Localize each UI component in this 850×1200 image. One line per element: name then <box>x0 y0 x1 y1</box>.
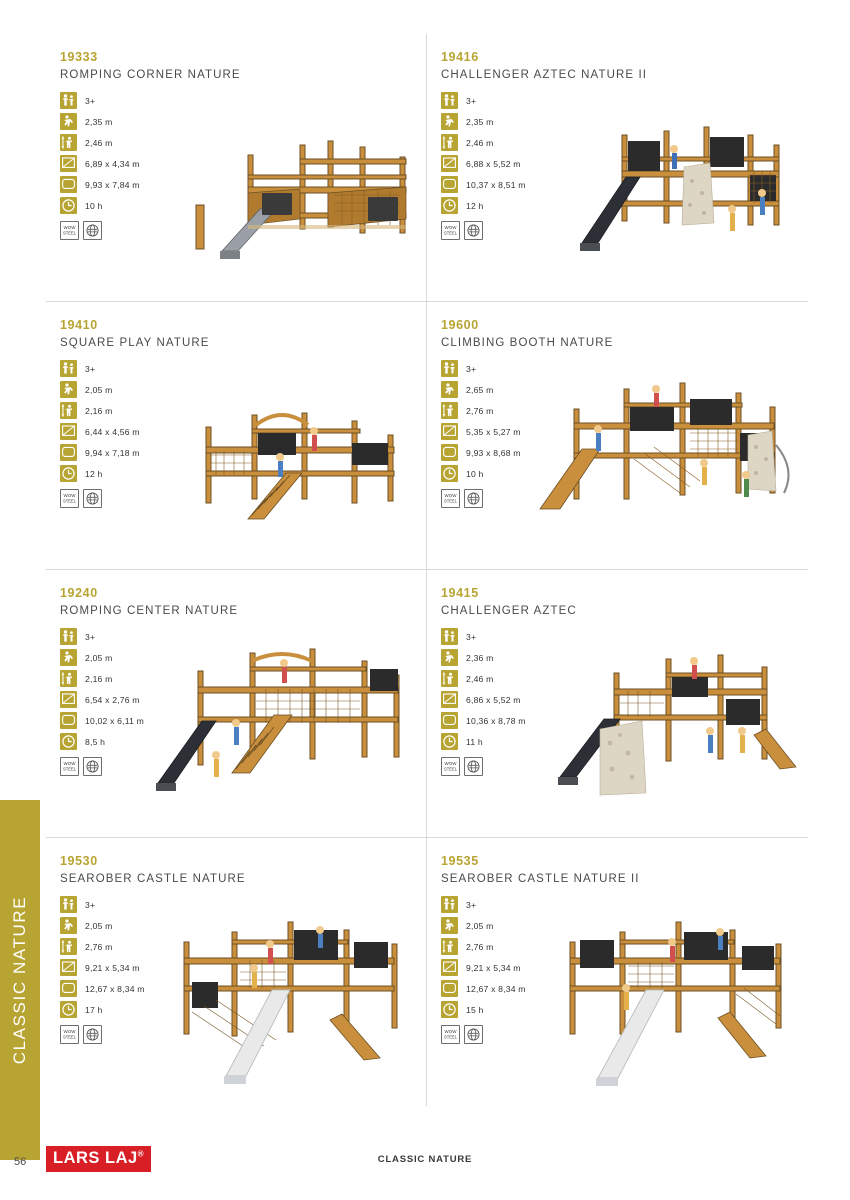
spec-age-value: 3+ <box>85 95 96 106</box>
age-icon <box>60 360 77 377</box>
product-card-19410[interactable] <box>46 302 427 569</box>
product-image <box>504 349 804 559</box>
dimensions-icon <box>60 959 77 976</box>
spec-dimensions-value: 6,86 x 5,52 m <box>466 694 521 705</box>
install-time-icon <box>60 1001 77 1018</box>
product-card-19416[interactable] <box>427 34 808 301</box>
spec-age-value: 3+ <box>466 631 477 642</box>
install-time-icon <box>441 465 458 482</box>
product-code: 19416 <box>441 50 479 64</box>
age-icon <box>60 628 77 645</box>
spec-safety-area-value: 9,94 x 7,18 m <box>85 447 140 458</box>
fall-height-icon <box>441 917 458 934</box>
spec-safety-area-value: 12,67 x 8,34 m <box>466 983 526 994</box>
product-image <box>152 101 422 291</box>
spec-fall-height-value: 2,65 m <box>466 384 494 395</box>
wow-steel-badge <box>441 489 460 508</box>
certificate-badge <box>464 1025 483 1044</box>
product-image <box>122 886 422 1096</box>
product-image <box>504 617 804 827</box>
platform-height-icon <box>60 670 77 687</box>
wow-steel-badge <box>60 1025 79 1044</box>
spec-fall-height-value: 2,35 m <box>85 116 113 127</box>
spec-age-value: 3+ <box>466 363 477 374</box>
spec-dimensions-value: 9,21 x 5,34 m <box>85 962 140 973</box>
wow-steel-badge <box>60 489 79 508</box>
spec-safety-area-value: 9,93 x 7,84 m <box>85 179 140 190</box>
spec-install-time-value: 10 h <box>85 200 103 211</box>
svg-text:WOW: WOW <box>63 761 76 767</box>
product-row <box>46 302 808 570</box>
spec-platform-height-value: 2,16 m <box>85 405 113 416</box>
install-time-icon <box>60 197 77 214</box>
platform-height-icon <box>60 938 77 955</box>
install-time-icon <box>60 465 77 482</box>
svg-text:STEEL: STEEL <box>443 498 458 504</box>
product-code: 19600 <box>441 318 479 332</box>
spec-safety-area-value: 10,36 x 8,78 m <box>466 715 526 726</box>
spec-age-value: 3+ <box>85 363 96 374</box>
fall-height-icon <box>60 381 77 398</box>
footer-section-label: CLASSIC NATURE <box>377 1154 473 1165</box>
page-number: 56 <box>14 1156 27 1168</box>
certificate-badge <box>83 489 102 508</box>
spec-fall-height-value: 2,36 m <box>466 652 494 663</box>
safety-area-icon <box>60 444 77 461</box>
dimensions-icon <box>441 155 458 172</box>
svg-text:STEEL: STEEL <box>62 498 77 504</box>
certificate-badge <box>464 757 483 776</box>
svg-text:STEEL: STEEL <box>62 230 77 236</box>
brand-logo-text: LARS LAJ <box>53 1149 138 1167</box>
product-title: CHALLENGER AZTEC <box>441 605 577 617</box>
fall-height-icon <box>60 917 77 934</box>
age-icon <box>441 360 458 377</box>
svg-text:WOW: WOW <box>444 225 457 231</box>
svg-text:STEEL: STEEL <box>443 1034 458 1040</box>
spec-age-value: 3+ <box>466 899 477 910</box>
product-image <box>534 101 804 291</box>
page-footer <box>0 1130 850 1200</box>
section-side-tab-label: CLASSIC NATURE <box>10 895 29 1065</box>
certificate-badge <box>464 221 483 240</box>
spec-age-value: 3+ <box>466 95 477 106</box>
wow-steel-badge <box>441 1025 460 1044</box>
safety-area-icon <box>60 980 77 997</box>
install-time-icon <box>441 1001 458 1018</box>
brand-logo-mark: ® <box>137 1149 145 1159</box>
fall-height-icon <box>441 381 458 398</box>
spec-install-time-value: 8,5 h <box>85 736 106 747</box>
svg-text:WOW: WOW <box>444 761 457 767</box>
spec-platform-height-value: 2,46 m <box>85 137 113 148</box>
spec-platform-height-value: 2,16 m <box>85 673 113 684</box>
product-code: 19240 <box>60 586 98 600</box>
product-code: 19410 <box>60 318 98 332</box>
spec-safety-area-value: 9,93 x 8,68 m <box>466 447 521 458</box>
spec-fall-height-value: 2,35 m <box>466 116 494 127</box>
dimensions-icon <box>60 691 77 708</box>
spec-dimensions-value: 5,35 x 5,27 m <box>466 426 521 437</box>
spec-safety-area-value: 10,02 x 6,11 m <box>85 715 145 726</box>
product-image <box>122 617 422 827</box>
platform-height-icon <box>60 134 77 151</box>
product-title: SQUARE PLAY NATURE <box>60 337 210 349</box>
svg-text:STEEL: STEEL <box>62 1034 77 1040</box>
spec-fall-height-value: 2,05 m <box>85 384 113 395</box>
svg-text:WOW: WOW <box>63 225 76 231</box>
product-card-19530[interactable] <box>46 838 427 1106</box>
age-icon <box>441 628 458 645</box>
spec-fall-height-value: 2,05 m <box>85 920 113 931</box>
dimensions-icon <box>60 155 77 172</box>
install-time-icon <box>441 733 458 750</box>
spec-age-value: 3+ <box>85 631 96 642</box>
product-card-19240[interactable] <box>46 570 427 837</box>
platform-height-icon <box>60 402 77 419</box>
spec-dimensions-value: 6,44 x 4,56 m <box>85 426 140 437</box>
product-image <box>504 886 804 1096</box>
dimensions-icon <box>441 691 458 708</box>
spec-install-time-value: 12 h <box>466 200 484 211</box>
spec-dimensions-value: 6,89 x 4,34 m <box>85 158 140 169</box>
product-card-19600[interactable] <box>427 302 808 569</box>
spec-install-time-value: 10 h <box>466 468 484 479</box>
age-icon <box>441 92 458 109</box>
spec-install-time-value: 12 h <box>85 468 103 479</box>
product-code: 19535 <box>441 854 479 868</box>
spec-safety-area-value: 12,67 x 8,34 m <box>85 983 145 994</box>
spec-install-time-value: 15 h <box>466 1004 484 1015</box>
spec-platform-height-value: 2,76 m <box>85 941 113 952</box>
product-title: CHALLENGER AZTEC NATURE II <box>441 69 648 81</box>
safety-area-icon <box>441 980 458 997</box>
svg-text:STEEL: STEEL <box>443 766 458 772</box>
svg-text:STEEL: STEEL <box>443 230 458 236</box>
wow-steel-badge <box>441 757 460 776</box>
wow-steel-badge <box>60 757 79 776</box>
certificate-badge <box>464 489 483 508</box>
svg-text:STEEL: STEEL <box>62 766 77 772</box>
product-row <box>46 570 808 838</box>
product-code: 19333 <box>60 50 98 64</box>
spec-dimensions-value: 6,88 x 5,52 m <box>466 158 521 169</box>
product-card-19415[interactable] <box>427 570 808 837</box>
spec-platform-height-value: 2,76 m <box>466 405 494 416</box>
product-title: SEAROBER CASTLE NATURE II <box>441 873 640 885</box>
fall-height-icon <box>441 649 458 666</box>
product-title: SEAROBER CASTLE NATURE <box>60 873 246 885</box>
spec-fall-height-value: 2,05 m <box>466 920 494 931</box>
product-row <box>46 34 808 302</box>
platform-height-icon <box>441 938 458 955</box>
spec-dimensions-value: 6,54 x 2,76 m <box>85 694 140 705</box>
svg-text:WOW: WOW <box>444 1029 457 1035</box>
product-image <box>152 369 422 559</box>
product-title: CLIMBING BOOTH NATURE <box>441 337 614 349</box>
spec-safety-area-value: 10,37 x 8,51 m <box>466 179 526 190</box>
safety-area-icon <box>441 444 458 461</box>
platform-height-icon <box>441 134 458 151</box>
product-title: ROMPING CENTER NATURE <box>60 605 239 617</box>
fall-height-icon <box>60 649 77 666</box>
spec-dimensions-value: 9,21 x 5,34 m <box>466 962 521 973</box>
install-time-icon <box>441 197 458 214</box>
wow-steel-badge <box>441 221 460 240</box>
spec-platform-height-value: 2,46 m <box>466 673 494 684</box>
product-code: 19415 <box>441 586 479 600</box>
section-side-tab <box>0 800 40 1160</box>
product-grid <box>46 34 808 1109</box>
product-card-19333[interactable] <box>46 34 427 301</box>
spec-platform-height-value: 2,76 m <box>466 941 494 952</box>
dimensions-icon <box>60 423 77 440</box>
spec-fall-height-value: 2,05 m <box>85 652 113 663</box>
install-time-icon <box>60 733 77 750</box>
certificate-badge <box>83 757 102 776</box>
dimensions-icon <box>441 959 458 976</box>
spec-age-value: 3+ <box>85 899 96 910</box>
spec-install-time-value: 11 h <box>466 736 483 747</box>
svg-text:WOW: WOW <box>63 1029 76 1035</box>
age-icon <box>441 896 458 913</box>
fall-height-icon <box>60 113 77 130</box>
product-title: ROMPING CORNER NATURE <box>60 69 241 81</box>
svg-text:WOW: WOW <box>63 493 76 499</box>
safety-area-icon <box>441 712 458 729</box>
safety-area-icon <box>441 176 458 193</box>
dimensions-icon <box>441 423 458 440</box>
safety-area-icon <box>60 712 77 729</box>
product-card-19535[interactable] <box>427 838 808 1106</box>
svg-text:WOW: WOW <box>444 493 457 499</box>
age-icon <box>60 896 77 913</box>
certificate-badge <box>83 1025 102 1044</box>
wow-steel-badge <box>60 221 79 240</box>
platform-height-icon <box>441 402 458 419</box>
platform-height-icon <box>441 670 458 687</box>
spec-platform-height-value: 2,46 m <box>466 137 494 148</box>
safety-area-icon <box>60 176 77 193</box>
fall-height-icon <box>441 113 458 130</box>
certificate-badge <box>83 221 102 240</box>
product-code: 19530 <box>60 854 98 868</box>
spec-install-time-value: 17 h <box>85 1004 103 1015</box>
product-row <box>46 838 808 1106</box>
age-icon <box>60 92 77 109</box>
